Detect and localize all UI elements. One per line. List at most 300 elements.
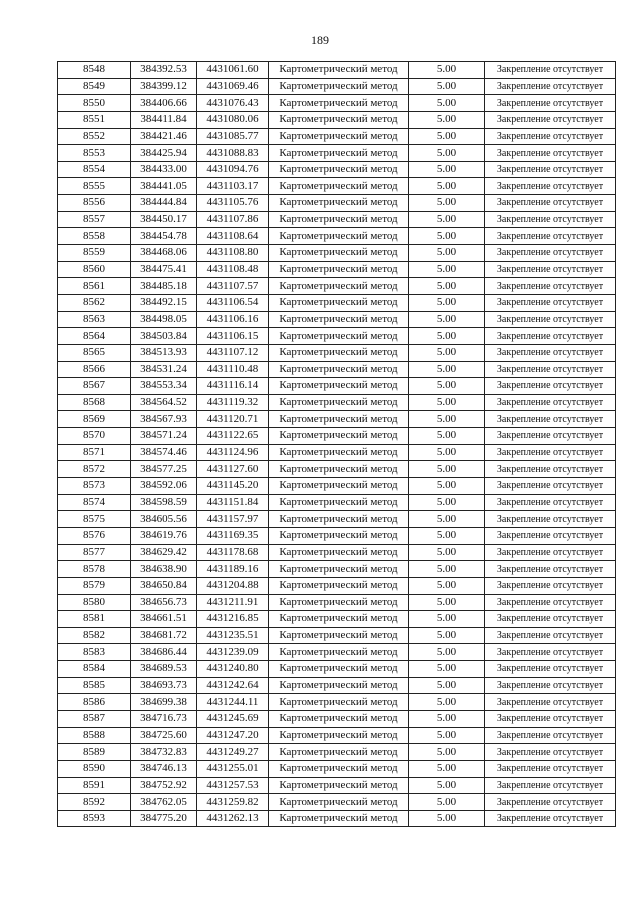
table-row xyxy=(58,810,616,827)
fixing-note-cell: Закрепление отсутствует xyxy=(485,544,616,561)
accuracy-cell: 5.00 xyxy=(409,694,485,711)
point-number-cell: 8555 xyxy=(58,178,131,195)
table-row xyxy=(58,644,616,661)
accuracy-cell: 5.00 xyxy=(409,195,485,212)
y-coordinate-cell: 4431239.09 xyxy=(197,644,269,661)
fixing-note-cell: Закрепление отсутствует xyxy=(485,461,616,478)
table-row xyxy=(58,62,616,79)
fixing-note-cell: Закрепление отсутствует xyxy=(485,211,616,228)
point-number-cell: 8549 xyxy=(58,78,131,95)
table-row xyxy=(58,777,616,794)
accuracy-cell: 5.00 xyxy=(409,145,485,162)
point-number-cell: 8567 xyxy=(58,378,131,395)
x-coordinate-cell: 384681.72 xyxy=(131,627,197,644)
y-coordinate-cell: 4431120.71 xyxy=(197,411,269,428)
x-coordinate-cell: 384629.42 xyxy=(131,544,197,561)
fixing-note-cell: Закрепление отсутствует xyxy=(485,677,616,694)
accuracy-cell: 5.00 xyxy=(409,95,485,112)
accuracy-cell: 5.00 xyxy=(409,211,485,228)
table-row xyxy=(58,378,616,395)
method-cell: Картометрический метод xyxy=(269,361,409,378)
x-coordinate-cell: 384498.05 xyxy=(131,311,197,328)
fixing-note-cell: Закрепление отсутствует xyxy=(485,378,616,395)
point-number-cell: 8580 xyxy=(58,594,131,611)
y-coordinate-cell: 4431061.60 xyxy=(197,62,269,79)
y-coordinate-cell: 4431189.16 xyxy=(197,561,269,578)
point-number-cell: 8574 xyxy=(58,494,131,511)
table-row xyxy=(58,577,616,594)
x-coordinate-cell: 384693.73 xyxy=(131,677,197,694)
point-number-cell: 8559 xyxy=(58,245,131,262)
accuracy-cell: 5.00 xyxy=(409,577,485,594)
method-cell: Картометрический метод xyxy=(269,461,409,478)
method-cell: Картометрический метод xyxy=(269,777,409,794)
x-coordinate-cell: 384574.46 xyxy=(131,444,197,461)
method-cell: Картометрический метод xyxy=(269,710,409,727)
y-coordinate-cell: 4431204.88 xyxy=(197,577,269,594)
point-number-cell: 8584 xyxy=(58,661,131,678)
point-number-cell: 8578 xyxy=(58,561,131,578)
method-cell: Картометрический метод xyxy=(269,211,409,228)
table-row xyxy=(58,428,616,445)
method-cell: Картометрический метод xyxy=(269,594,409,611)
accuracy-cell: 5.00 xyxy=(409,444,485,461)
point-number-cell: 8552 xyxy=(58,128,131,145)
point-number-cell: 8570 xyxy=(58,428,131,445)
fixing-note-cell: Закрепление отсутствует xyxy=(485,444,616,461)
y-coordinate-cell: 4431247.20 xyxy=(197,727,269,744)
table-row xyxy=(58,411,616,428)
fixing-note-cell: Закрепление отсутствует xyxy=(485,561,616,578)
y-coordinate-cell: 4431080.06 xyxy=(197,111,269,128)
x-coordinate-cell: 384638.90 xyxy=(131,561,197,578)
x-coordinate-cell: 384450.17 xyxy=(131,211,197,228)
method-cell: Картометрический метод xyxy=(269,161,409,178)
fixing-note-cell: Закрепление отсутствует xyxy=(485,328,616,345)
table-row xyxy=(58,261,616,278)
y-coordinate-cell: 4431216.85 xyxy=(197,611,269,628)
y-coordinate-cell: 4431257.53 xyxy=(197,777,269,794)
accuracy-cell: 5.00 xyxy=(409,361,485,378)
method-cell: Картометрический метод xyxy=(269,111,409,128)
x-coordinate-cell: 384485.18 xyxy=(131,278,197,295)
point-number-cell: 8591 xyxy=(58,777,131,794)
method-cell: Картометрический метод xyxy=(269,245,409,262)
method-cell: Картометрический метод xyxy=(269,95,409,112)
accuracy-cell: 5.00 xyxy=(409,744,485,761)
x-coordinate-cell: 384725.60 xyxy=(131,727,197,744)
method-cell: Картометрический метод xyxy=(269,411,409,428)
fixing-note-cell: Закрепление отсутствует xyxy=(485,611,616,628)
table-row xyxy=(58,195,616,212)
y-coordinate-cell: 4431211.91 xyxy=(197,594,269,611)
fixing-note-cell: Закрепление отсутствует xyxy=(485,411,616,428)
y-coordinate-cell: 4431262.13 xyxy=(197,810,269,827)
point-number-cell: 8582 xyxy=(58,627,131,644)
accuracy-cell: 5.00 xyxy=(409,328,485,345)
method-cell: Картометрический метод xyxy=(269,311,409,328)
method-cell: Картометрический метод xyxy=(269,694,409,711)
table-row xyxy=(58,527,616,544)
accuracy-cell: 5.00 xyxy=(409,394,485,411)
x-coordinate-cell: 384421.46 xyxy=(131,128,197,145)
point-number-cell: 8568 xyxy=(58,394,131,411)
table-row xyxy=(58,111,616,128)
accuracy-cell: 5.00 xyxy=(409,727,485,744)
accuracy-cell: 5.00 xyxy=(409,478,485,495)
method-cell: Картометрический метод xyxy=(269,760,409,777)
x-coordinate-cell: 384661.51 xyxy=(131,611,197,628)
y-coordinate-cell: 4431105.76 xyxy=(197,195,269,212)
table-row xyxy=(58,744,616,761)
table-row xyxy=(58,694,616,711)
table-row xyxy=(58,95,616,112)
y-coordinate-cell: 4431108.64 xyxy=(197,228,269,245)
point-number-cell: 8564 xyxy=(58,328,131,345)
y-coordinate-cell: 4431106.54 xyxy=(197,294,269,311)
y-coordinate-cell: 4431145.20 xyxy=(197,478,269,495)
table-row xyxy=(58,478,616,495)
x-coordinate-cell: 384699.38 xyxy=(131,694,197,711)
accuracy-cell: 5.00 xyxy=(409,461,485,478)
x-coordinate-cell: 384492.15 xyxy=(131,294,197,311)
method-cell: Картометрический метод xyxy=(269,428,409,445)
y-coordinate-cell: 4431107.86 xyxy=(197,211,269,228)
point-number-cell: 8556 xyxy=(58,195,131,212)
point-number-cell: 8585 xyxy=(58,677,131,694)
table-row xyxy=(58,78,616,95)
accuracy-cell: 5.00 xyxy=(409,810,485,827)
table-row xyxy=(58,511,616,528)
method-cell: Картометрический метод xyxy=(269,478,409,495)
y-coordinate-cell: 4431119.32 xyxy=(197,394,269,411)
accuracy-cell: 5.00 xyxy=(409,278,485,295)
fixing-note-cell: Закрепление отсутствует xyxy=(485,294,616,311)
method-cell: Картометрический метод xyxy=(269,328,409,345)
y-coordinate-cell: 4431106.15 xyxy=(197,328,269,345)
table-row xyxy=(58,161,616,178)
method-cell: Картометрический метод xyxy=(269,294,409,311)
method-cell: Картометрический метод xyxy=(269,228,409,245)
y-coordinate-cell: 4431108.80 xyxy=(197,245,269,262)
x-coordinate-cell: 384775.20 xyxy=(131,810,197,827)
method-cell: Картометрический метод xyxy=(269,394,409,411)
y-coordinate-cell: 4431255.01 xyxy=(197,760,269,777)
method-cell: Картометрический метод xyxy=(269,261,409,278)
fixing-note-cell: Закрепление отсутствует xyxy=(485,527,616,544)
table-row xyxy=(58,361,616,378)
table-row xyxy=(58,211,616,228)
fixing-note-cell: Закрепление отсутствует xyxy=(485,195,616,212)
y-coordinate-cell: 4431244.11 xyxy=(197,694,269,711)
method-cell: Картометрический метод xyxy=(269,128,409,145)
table-row xyxy=(58,178,616,195)
table-row xyxy=(58,710,616,727)
point-number-cell: 8550 xyxy=(58,95,131,112)
fixing-note-cell: Закрепление отсутствует xyxy=(485,694,616,711)
point-number-cell: 8577 xyxy=(58,544,131,561)
fixing-note-cell: Закрепление отсутствует xyxy=(485,111,616,128)
point-number-cell: 8566 xyxy=(58,361,131,378)
point-number-cell: 8572 xyxy=(58,461,131,478)
fixing-note-cell: Закрепление отсутствует xyxy=(485,361,616,378)
point-number-cell: 8581 xyxy=(58,611,131,628)
x-coordinate-cell: 384656.73 xyxy=(131,594,197,611)
point-number-cell: 8562 xyxy=(58,294,131,311)
y-coordinate-cell: 4431088.83 xyxy=(197,145,269,162)
x-coordinate-cell: 384564.52 xyxy=(131,394,197,411)
x-coordinate-cell: 384406.66 xyxy=(131,95,197,112)
x-coordinate-cell: 384571.24 xyxy=(131,428,197,445)
fixing-note-cell: Закрепление отсутствует xyxy=(485,710,616,727)
method-cell: Картометрический метод xyxy=(269,544,409,561)
method-cell: Картометрический метод xyxy=(269,744,409,761)
accuracy-cell: 5.00 xyxy=(409,527,485,544)
table-row xyxy=(58,294,616,311)
y-coordinate-cell: 4431108.48 xyxy=(197,261,269,278)
method-cell: Картометрический метод xyxy=(269,178,409,195)
x-coordinate-cell: 384732.83 xyxy=(131,744,197,761)
x-coordinate-cell: 384605.56 xyxy=(131,511,197,528)
accuracy-cell: 5.00 xyxy=(409,594,485,611)
x-coordinate-cell: 384716.73 xyxy=(131,710,197,727)
fixing-note-cell: Закрепление отсутствует xyxy=(485,161,616,178)
method-cell: Картометрический метод xyxy=(269,145,409,162)
x-coordinate-cell: 384433.00 xyxy=(131,161,197,178)
accuracy-cell: 5.00 xyxy=(409,511,485,528)
x-coordinate-cell: 384392.53 xyxy=(131,62,197,79)
point-number-cell: 8563 xyxy=(58,311,131,328)
accuracy-cell: 5.00 xyxy=(409,228,485,245)
y-coordinate-cell: 4431094.76 xyxy=(197,161,269,178)
method-cell: Картометрический метод xyxy=(269,577,409,594)
accuracy-cell: 5.00 xyxy=(409,561,485,578)
table-row xyxy=(58,561,616,578)
method-cell: Картометрический метод xyxy=(269,727,409,744)
method-cell: Картометрический метод xyxy=(269,62,409,79)
y-coordinate-cell: 4431110.48 xyxy=(197,361,269,378)
accuracy-cell: 5.00 xyxy=(409,344,485,361)
method-cell: Картометрический метод xyxy=(269,810,409,827)
x-coordinate-cell: 384475.41 xyxy=(131,261,197,278)
accuracy-cell: 5.00 xyxy=(409,245,485,262)
point-number-cell: 8573 xyxy=(58,478,131,495)
point-number-cell: 8554 xyxy=(58,161,131,178)
point-number-cell: 8587 xyxy=(58,710,131,727)
table-row xyxy=(58,594,616,611)
table-row xyxy=(58,311,616,328)
table-row xyxy=(58,128,616,145)
y-coordinate-cell: 4431107.12 xyxy=(197,344,269,361)
point-number-cell: 8586 xyxy=(58,694,131,711)
x-coordinate-cell: 384425.94 xyxy=(131,145,197,162)
y-coordinate-cell: 4431259.82 xyxy=(197,794,269,811)
method-cell: Картометрический метод xyxy=(269,611,409,628)
y-coordinate-cell: 4431127.60 xyxy=(197,461,269,478)
x-coordinate-cell: 384689.53 xyxy=(131,661,197,678)
method-cell: Картометрический метод xyxy=(269,511,409,528)
y-coordinate-cell: 4431169.35 xyxy=(197,527,269,544)
fixing-note-cell: Закрепление отсутствует xyxy=(485,311,616,328)
x-coordinate-cell: 384441.05 xyxy=(131,178,197,195)
x-coordinate-cell: 384399.12 xyxy=(131,78,197,95)
x-coordinate-cell: 384503.84 xyxy=(131,328,197,345)
method-cell: Картометрический метод xyxy=(269,344,409,361)
x-coordinate-cell: 384454.78 xyxy=(131,228,197,245)
table-row xyxy=(58,278,616,295)
table-row xyxy=(58,627,616,644)
table-row xyxy=(58,611,616,628)
y-coordinate-cell: 4431076.43 xyxy=(197,95,269,112)
point-number-cell: 8553 xyxy=(58,145,131,162)
table-row xyxy=(58,794,616,811)
table-row xyxy=(58,394,616,411)
accuracy-cell: 5.00 xyxy=(409,161,485,178)
method-cell: Картометрический метод xyxy=(269,78,409,95)
x-coordinate-cell: 384513.93 xyxy=(131,344,197,361)
y-coordinate-cell: 4431157.97 xyxy=(197,511,269,528)
accuracy-cell: 5.00 xyxy=(409,494,485,511)
fixing-note-cell: Закрепление отсутствует xyxy=(485,228,616,245)
point-number-cell: 8571 xyxy=(58,444,131,461)
point-number-cell: 8593 xyxy=(58,810,131,827)
method-cell: Картометрический метод xyxy=(269,561,409,578)
accuracy-cell: 5.00 xyxy=(409,261,485,278)
table-row xyxy=(58,228,616,245)
fixing-note-cell: Закрепление отсутствует xyxy=(485,644,616,661)
method-cell: Картометрический метод xyxy=(269,278,409,295)
x-coordinate-cell: 384752.92 xyxy=(131,777,197,794)
method-cell: Картометрический метод xyxy=(269,677,409,694)
x-coordinate-cell: 384592.06 xyxy=(131,478,197,495)
page-number: 189 xyxy=(311,33,329,47)
accuracy-cell: 5.00 xyxy=(409,611,485,628)
table-row xyxy=(58,727,616,744)
fixing-note-cell: Закрепление отсутствует xyxy=(485,178,616,195)
point-number-cell: 8583 xyxy=(58,644,131,661)
fixing-note-cell: Закрепление отсутствует xyxy=(485,794,616,811)
x-coordinate-cell: 384567.93 xyxy=(131,411,197,428)
y-coordinate-cell: 4431069.46 xyxy=(197,78,269,95)
accuracy-cell: 5.00 xyxy=(409,62,485,79)
x-coordinate-cell: 384468.06 xyxy=(131,245,197,262)
x-coordinate-cell: 384444.84 xyxy=(131,195,197,212)
fixing-note-cell: Закрепление отсутствует xyxy=(485,777,616,794)
x-coordinate-cell: 384619.76 xyxy=(131,527,197,544)
fixing-note-cell: Закрепление отсутствует xyxy=(485,428,616,445)
x-coordinate-cell: 384686.44 xyxy=(131,644,197,661)
point-number-cell: 8569 xyxy=(58,411,131,428)
table-row xyxy=(58,661,616,678)
x-coordinate-cell: 384553.34 xyxy=(131,378,197,395)
accuracy-cell: 5.00 xyxy=(409,710,485,727)
table-row xyxy=(58,328,616,345)
point-number-cell: 8588 xyxy=(58,727,131,744)
point-number-cell: 8558 xyxy=(58,228,131,245)
point-number-cell: 8561 xyxy=(58,278,131,295)
table-row xyxy=(58,245,616,262)
accuracy-cell: 5.00 xyxy=(409,794,485,811)
point-number-cell: 8548 xyxy=(58,62,131,79)
y-coordinate-cell: 4431103.17 xyxy=(197,178,269,195)
accuracy-cell: 5.00 xyxy=(409,294,485,311)
table-body xyxy=(58,62,616,827)
y-coordinate-cell: 4431178.68 xyxy=(197,544,269,561)
coordinates-table xyxy=(57,61,616,827)
fixing-note-cell: Закрепление отсутствует xyxy=(485,594,616,611)
x-coordinate-cell: 384762.05 xyxy=(131,794,197,811)
table-row xyxy=(58,760,616,777)
fixing-note-cell: Закрепление отсутствует xyxy=(485,128,616,145)
y-coordinate-cell: 4431124.96 xyxy=(197,444,269,461)
accuracy-cell: 5.00 xyxy=(409,78,485,95)
accuracy-cell: 5.00 xyxy=(409,760,485,777)
accuracy-cell: 5.00 xyxy=(409,411,485,428)
accuracy-cell: 5.00 xyxy=(409,111,485,128)
point-number-cell: 8565 xyxy=(58,344,131,361)
method-cell: Картометрический метод xyxy=(269,494,409,511)
accuracy-cell: 5.00 xyxy=(409,128,485,145)
fixing-note-cell: Закрепление отсутствует xyxy=(485,394,616,411)
fixing-note-cell: Закрепление отсутствует xyxy=(485,760,616,777)
table-row xyxy=(58,444,616,461)
method-cell: Картометрический метод xyxy=(269,661,409,678)
point-number-cell: 8590 xyxy=(58,760,131,777)
x-coordinate-cell: 384531.24 xyxy=(131,361,197,378)
y-coordinate-cell: 4431107.57 xyxy=(197,278,269,295)
fixing-note-cell: Закрепление отсутствует xyxy=(485,62,616,79)
accuracy-cell: 5.00 xyxy=(409,627,485,644)
x-coordinate-cell: 384650.84 xyxy=(131,577,197,594)
x-coordinate-cell: 384746.13 xyxy=(131,760,197,777)
method-cell: Картометрический метод xyxy=(269,195,409,212)
accuracy-cell: 5.00 xyxy=(409,644,485,661)
point-number-cell: 8575 xyxy=(58,511,131,528)
table-row xyxy=(58,461,616,478)
fixing-note-cell: Закрепление отсутствует xyxy=(485,344,616,361)
y-coordinate-cell: 4431245.69 xyxy=(197,710,269,727)
y-coordinate-cell: 4431106.16 xyxy=(197,311,269,328)
fixing-note-cell: Закрепление отсутствует xyxy=(485,810,616,827)
point-number-cell: 8557 xyxy=(58,211,131,228)
y-coordinate-cell: 4431240.80 xyxy=(197,661,269,678)
accuracy-cell: 5.00 xyxy=(409,178,485,195)
table-row xyxy=(58,544,616,561)
method-cell: Картометрический метод xyxy=(269,627,409,644)
x-coordinate-cell: 384411.84 xyxy=(131,111,197,128)
method-cell: Картометрический метод xyxy=(269,444,409,461)
y-coordinate-cell: 4431085.77 xyxy=(197,128,269,145)
x-coordinate-cell: 384577.25 xyxy=(131,461,197,478)
fixing-note-cell: Закрепление отсутствует xyxy=(485,627,616,644)
fixing-note-cell: Закрепление отсутствует xyxy=(485,494,616,511)
x-coordinate-cell: 384598.59 xyxy=(131,494,197,511)
point-number-cell: 8551 xyxy=(58,111,131,128)
accuracy-cell: 5.00 xyxy=(409,311,485,328)
accuracy-cell: 5.00 xyxy=(409,428,485,445)
fixing-note-cell: Закрепление отсутствует xyxy=(485,661,616,678)
y-coordinate-cell: 4431122.65 xyxy=(197,428,269,445)
fixing-note-cell: Закрепление отсутствует xyxy=(485,478,616,495)
y-coordinate-cell: 4431235.51 xyxy=(197,627,269,644)
point-number-cell: 8589 xyxy=(58,744,131,761)
method-cell: Картометрический метод xyxy=(269,644,409,661)
point-number-cell: 8579 xyxy=(58,577,131,594)
fixing-note-cell: Закрепление отсутствует xyxy=(485,245,616,262)
method-cell: Картометрический метод xyxy=(269,794,409,811)
fixing-note-cell: Закрепление отсутствует xyxy=(485,577,616,594)
fixing-note-cell: Закрепление отсутствует xyxy=(485,95,616,112)
